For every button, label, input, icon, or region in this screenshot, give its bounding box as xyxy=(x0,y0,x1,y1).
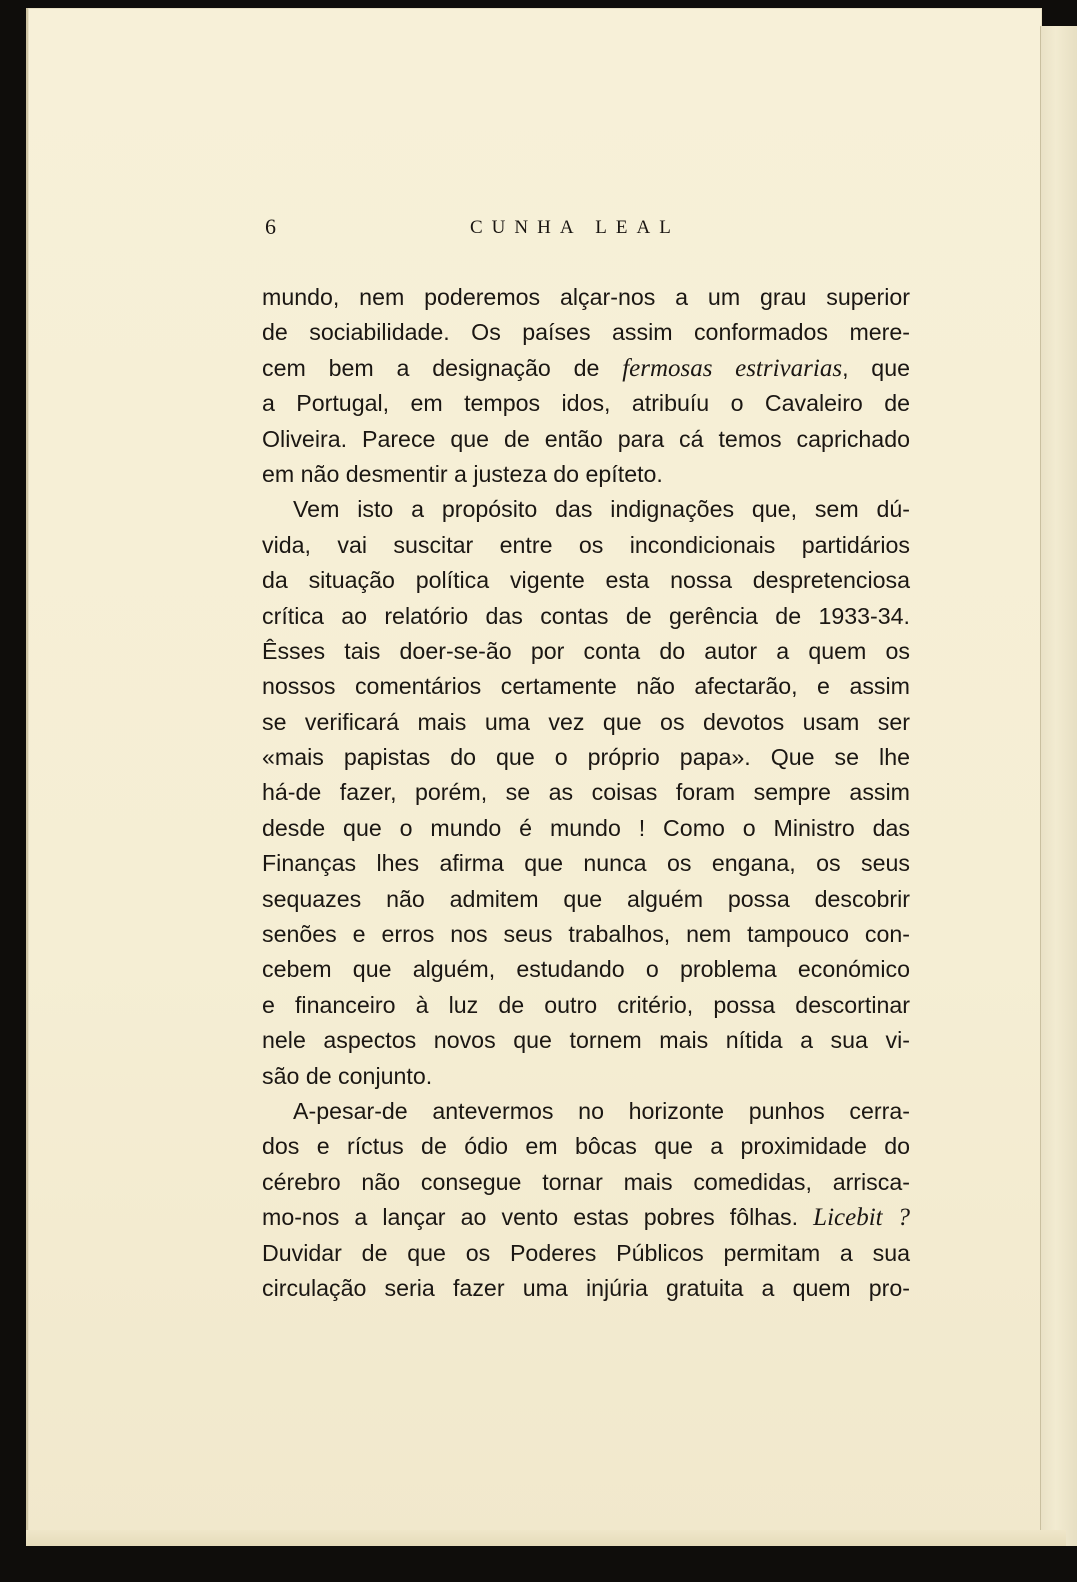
italic-phrase: Licebit ? xyxy=(813,1204,910,1232)
text-segment: mo-nos a lançar ao vento estas pobres fôlhas. xyxy=(262,1204,814,1231)
running-title: CUNHA LEAL xyxy=(470,217,680,238)
text-line: desde que o mundo é mundo ! Como o Ministro das xyxy=(262,814,910,841)
text-line: Êsses tais doer-se-ão por conta do autor a quem os xyxy=(262,637,910,664)
text-line: nossos comentários certamente não afectarão, e assim xyxy=(262,673,910,700)
text-line: nele aspectos novos que tornem mais nítida a sua vi- xyxy=(262,1027,910,1054)
text-line: e financeiro à luz de outro critério, possa descortinar xyxy=(262,991,910,1018)
text-segment: , que xyxy=(842,354,910,381)
adjacent-page-edge xyxy=(1040,26,1077,1546)
text-line: «mais papistas do que o próprio papa». Que se lhe xyxy=(262,744,910,771)
italic-phrase: fermosas estrivarias xyxy=(622,354,843,382)
text-line: se verificará mais uma vez que os devotos usam ser xyxy=(262,708,910,735)
text-line: dos e ríctus de ódio em bôcas que a proximidade do xyxy=(262,1133,910,1160)
text-line: há-de fazer, porém, se as coisas foram sempre assim xyxy=(262,779,910,806)
text-line: em não desmentir a justeza do epíteto. xyxy=(262,460,663,487)
text-segment: cem bem a designação de xyxy=(262,354,623,381)
text-line: de sociabilidade. Os países assim conformados mere- xyxy=(262,319,910,346)
text-line: crítica ao relatório das contas de gerência de 1933-34. xyxy=(262,602,910,629)
text-line: vida, vai suscitar entre os incondicionais partidários xyxy=(262,531,910,558)
body-text xyxy=(262,280,910,1306)
scan-background xyxy=(0,1546,1077,1582)
text-line: Finanças lhes afirma que nunca os engana, os seus xyxy=(262,850,910,877)
text-line: Oliveira. Parece que de então para cá temos caprichado xyxy=(262,425,910,452)
text-line: Duvidar de que os Poderes Públicos permitam a sua xyxy=(262,1239,910,1266)
text-line: mundo, nem poderemos alçar-nos a um grau superior xyxy=(262,284,910,310)
text-line: Vem isto a propósito das indignações que, sem dú- xyxy=(293,496,910,523)
page-number: 6 xyxy=(265,214,276,239)
text-line xyxy=(262,1200,910,1235)
text-line: da situação política vigente esta nossa despretenciosa xyxy=(262,567,910,594)
text-line: senões e erros nos seus trabalhos, nem tampouco con- xyxy=(262,921,910,948)
text-line: cebem que alguém, estudando o problema económico xyxy=(262,956,910,983)
page-header xyxy=(265,214,913,248)
text-line: circulação seria fazer uma injúria gratuita a quem pro- xyxy=(262,1274,910,1301)
text-line: cérebro não consegue tornar mais comedidas, arrisca- xyxy=(262,1168,910,1195)
text-line: A-pesar-de antevermos no horizonte punhos cerra- xyxy=(293,1097,910,1124)
text-line: a Portugal, em tempos idos, atribuíu o Cavaleiro de xyxy=(262,390,910,417)
text-line xyxy=(262,351,910,386)
text-line: sequazes não admitem que alguém possa descobrir xyxy=(262,885,910,912)
text-line: são de conjunto. xyxy=(262,1062,433,1089)
